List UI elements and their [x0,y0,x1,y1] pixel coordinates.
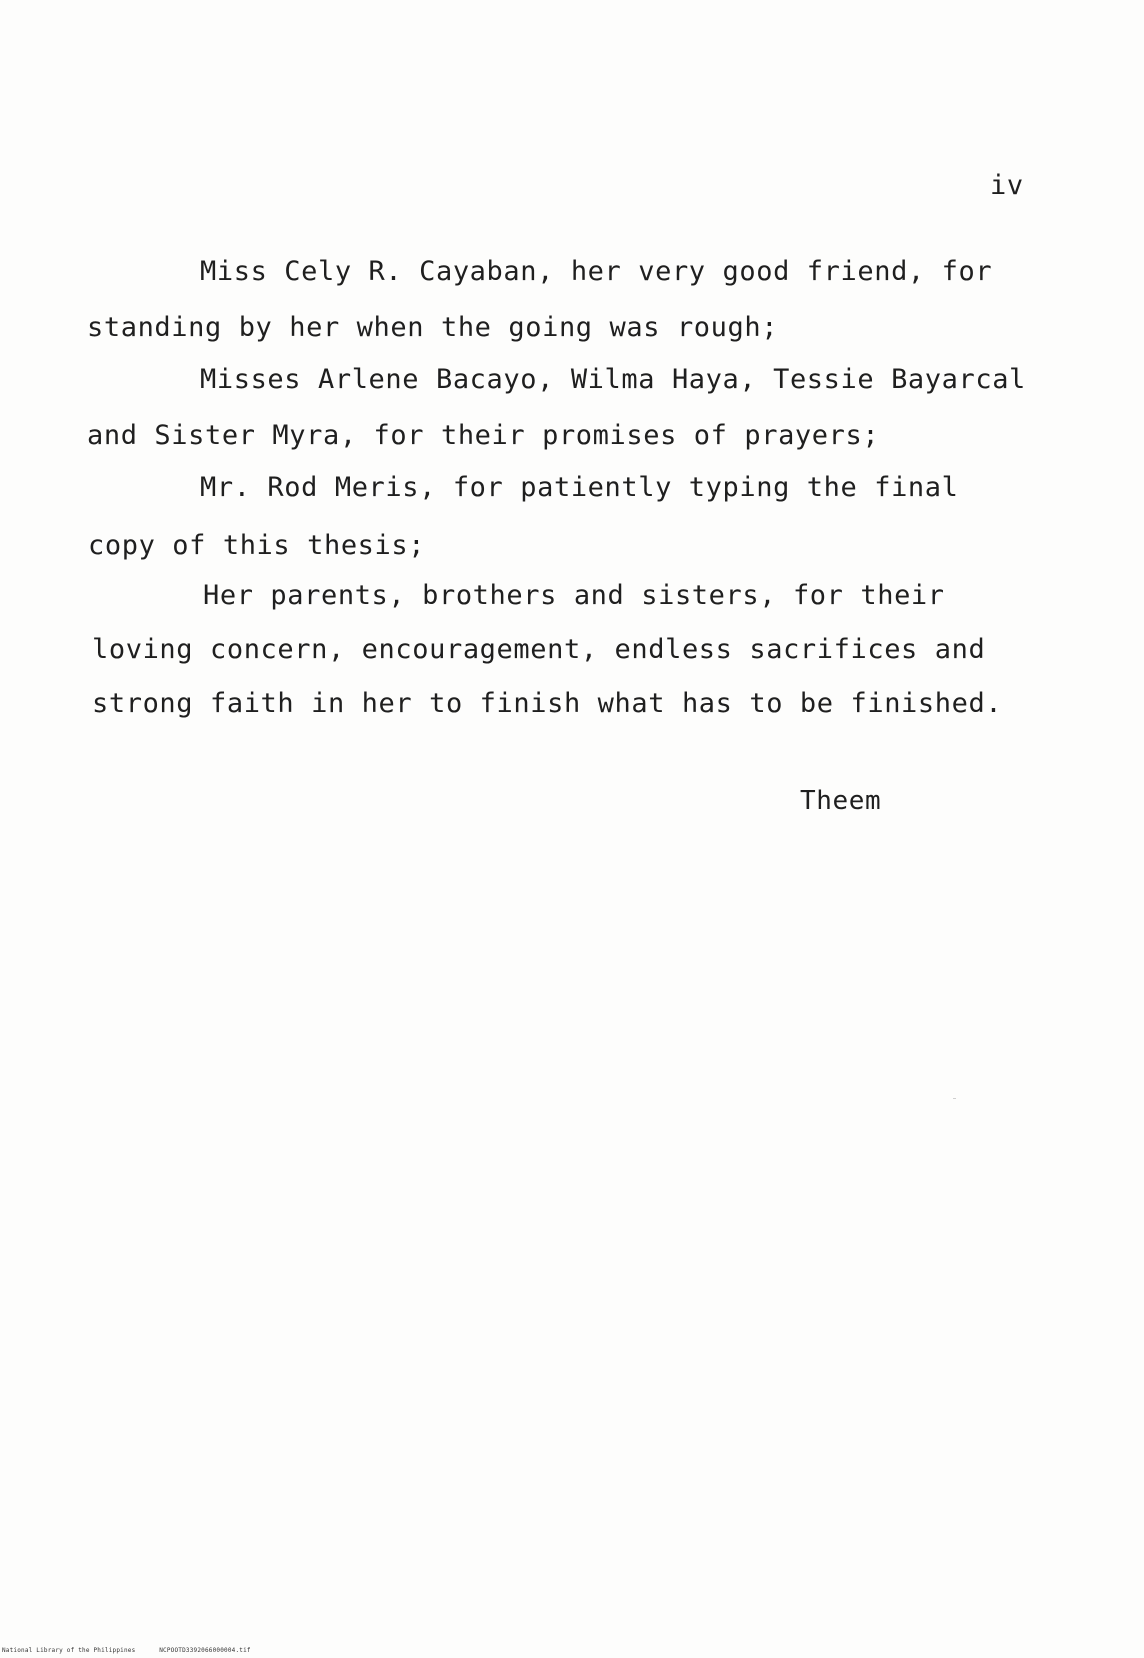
acknowledgement-line: Her parents, brothers and sisters, for their [203,580,945,611]
scan-speck [953,1098,956,1099]
file-id: NCPOOTD3392066000004.tif [159,1647,251,1654]
library-name: National Library of the Philippines [2,1647,136,1654]
page-number: iv [990,170,1024,201]
acknowledgement-line: Miss Cely R. Cayaban, her very good friend, for [200,256,993,287]
acknowledgement-line: Misses Arlene Bacayo, Wilma Haya, Tessie Bayarcal [200,364,1026,395]
scan-footer [2,1647,251,1654]
acknowledgement-line: and Sister Myra, for their promises of prayers; [87,420,880,451]
signature: Theem [800,786,882,816]
acknowledgement-line: strong faith in her to finish what has to be finished. [92,688,1003,719]
acknowledgement-line: copy of this thesis; [88,530,426,561]
acknowledgement-line: standing by her when the going was rough; [87,312,779,343]
acknowledgement-line: loving concern, encouragement, endless sacrifices and [92,634,986,665]
acknowledgement-line: Mr. Rod Meris, for patiently typing the final [200,472,959,503]
